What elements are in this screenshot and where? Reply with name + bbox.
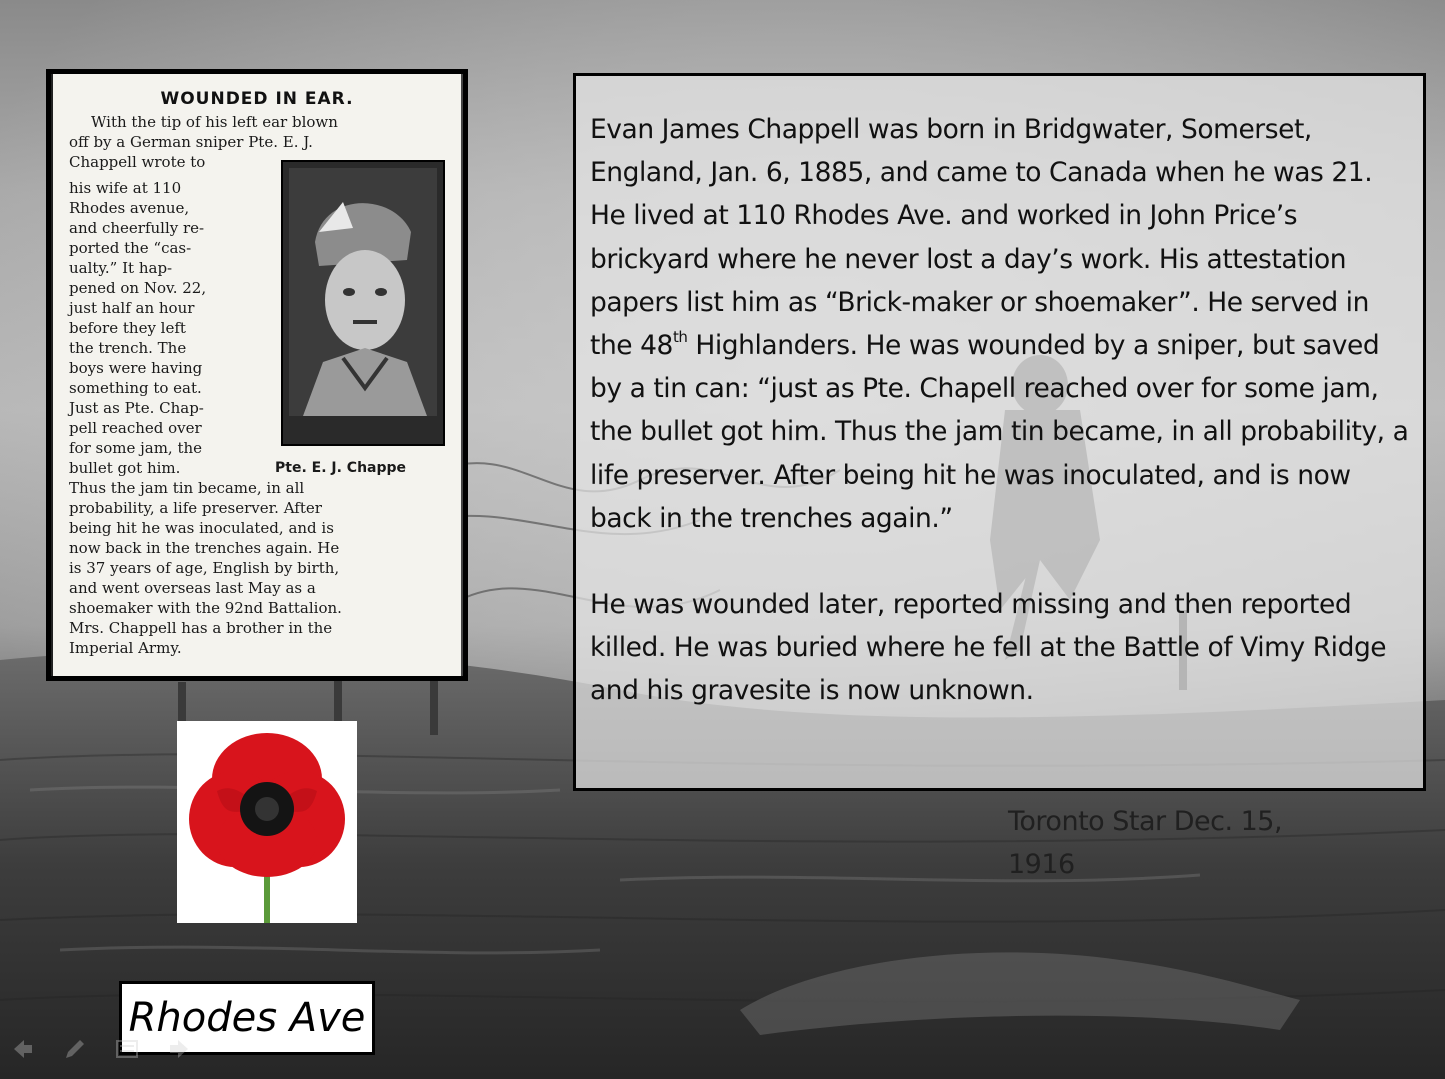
- clipping-line: his wife at 110: [69, 179, 182, 197]
- clipping-line: now back in the trenches again. He: [69, 539, 340, 557]
- clipping-line: ualty.” It hap-: [69, 259, 173, 277]
- clipping-line: pell reached over: [69, 419, 202, 437]
- clipping-line: just half an hour: [69, 299, 195, 317]
- biography-paragraph-2: He was wounded later, reported missing and then reported killed. He was buried where he fell at the Battle of Vimy Ridge and his gravesite is now unknown.: [590, 589, 1387, 707]
- clipping-paper: [51, 74, 463, 676]
- clipping-line: is 37 years of age, English by birth,: [69, 559, 340, 577]
- clipping-line: off by a German sniper Pte. E. J.: [69, 133, 313, 151]
- clipping-line: pened on Nov. 22,: [69, 279, 207, 297]
- clipping-line: probability, a life preserver. After: [69, 499, 322, 517]
- soldier-portrait-photo: [281, 160, 445, 446]
- photo-caption: Pte. E. J. Chappe: [275, 460, 407, 476]
- poppy-image: [177, 721, 357, 923]
- clipping-line: Thus the jam tin became, in all: [69, 479, 305, 497]
- clipping-headline: WOUNDED IN EAR.: [160, 89, 354, 109]
- clipping-line: for some jam, the: [69, 439, 203, 457]
- biography-paragraph-1: [590, 108, 1413, 540]
- clipping-line: and went overseas last May as a: [69, 579, 316, 597]
- pen-icon[interactable]: [62, 1036, 88, 1062]
- clipping-line: Rhodes avenue,: [69, 199, 190, 217]
- street-label: Rhodes Ave: [128, 995, 366, 1041]
- clipping-line: being hit he was inoculated, and is: [69, 519, 334, 537]
- clipping-line: Mrs. Chappell has a brother in the: [69, 619, 333, 637]
- clipping-line: and cheerfully re-: [69, 219, 205, 237]
- clipping-line: shoemaker with the 92nd Battalion.: [69, 599, 342, 617]
- ordinal-suffix: th: [672, 328, 688, 347]
- clipping-line: Imperial Army.: [69, 639, 182, 657]
- biography-text-box: [573, 73, 1426, 791]
- clipping-line: something to eat.: [69, 379, 202, 397]
- clipping-line: ported the “cas-: [69, 239, 192, 257]
- back-arrow-icon[interactable]: [10, 1036, 36, 1062]
- clipping-line: the trench. The: [69, 339, 187, 357]
- clipping-line: With the tip of his left ear blown: [91, 113, 338, 131]
- clipping-line: bullet got him.: [69, 459, 181, 477]
- slide-menu-icon[interactable]: [114, 1036, 140, 1062]
- clipping-line: boys were having: [69, 359, 203, 377]
- clipping-line: before they left: [69, 319, 186, 337]
- source-caption: Toronto Star Dec. 15, 1916: [1008, 806, 1283, 880]
- slideshow-nav: [10, 1036, 192, 1062]
- paragraph1-text-cont: Highlanders. He was wounded by a sniper, but saved by a tin can: “just as Pte. Chapell reached over for some jam, the bullet got him. Thus the jam tin became, in all probability, a life preserver. After being hit he was inoculated, and is now back in the trenches again.”: [590, 330, 1409, 534]
- newspaper-clipping: [46, 69, 468, 681]
- clipping-line: Just as Pte. Chap-: [69, 399, 204, 417]
- paragraph1-text: Evan James Chappell was born in Bridgwater, Somerset, England, Jan. 6, 1885, and came to Canada when he was 21. He lived at 110 Rhodes Ave. and worked in John Price’s brickyard where he never lost a day’s work. His attestation papers list him as “Brick-maker or shoemaker”. He served in the 48: [590, 114, 1373, 362]
- forward-arrow-icon[interactable]: [166, 1036, 192, 1062]
- clipping-line: Chappell wrote to: [69, 153, 206, 171]
